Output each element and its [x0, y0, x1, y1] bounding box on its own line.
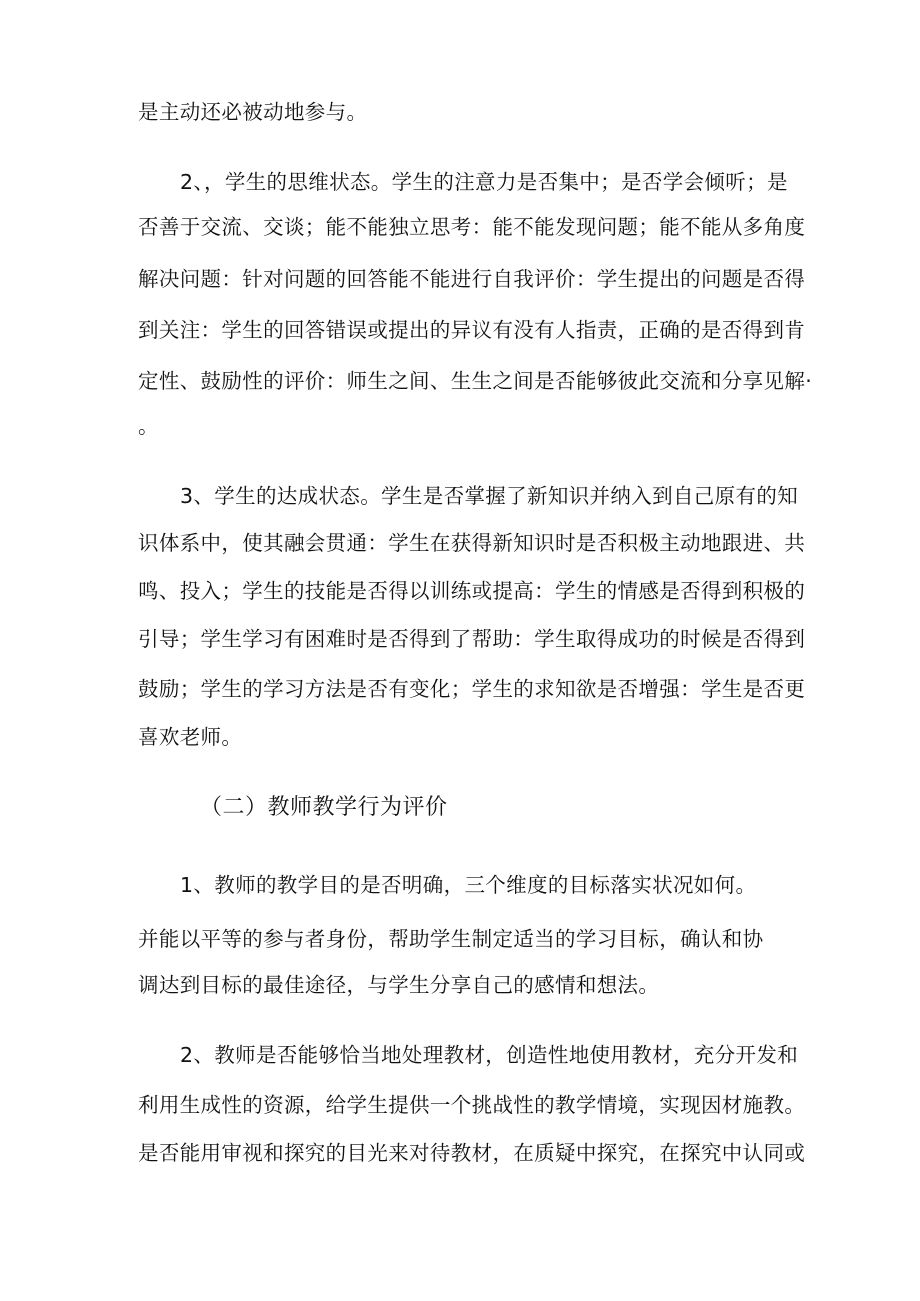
text-line: 。 — [138, 414, 159, 438]
text-line: 到关注：学生的回答错误或提出的异议有没有人指责，正确的是否得到肯 — [138, 318, 806, 342]
text-line: 并能以平等的参与者身份，帮助学生制定适当的学习目标，确认和协 — [138, 927, 764, 951]
section-heading: （二）教师教学行为评价 — [200, 795, 448, 820]
text-line: 定性、鼓励性的评价：师生之间、生生之间是否能够彼此交流和分享见解· — [138, 369, 813, 393]
text-line: 调达到目标的最佳途径，与学生分享自己的感情和想法。 — [138, 973, 660, 997]
text-line: 引导；学生学习有困难时是否得到了帮助：学生取得成功的时候是否得到 — [138, 627, 806, 651]
text-line: 2、教师是否能够恰当地处理教材，创造性地使用教材，充分开发和 — [180, 1043, 799, 1067]
text-line: 鸣、投入；学生的技能是否得以训练或提高：学生的情感是否得到积极的 — [138, 579, 806, 603]
text-line: 利用生成性的资源，给学生提供一个挑战性的教学情境，实现因材施教。 — [138, 1093, 806, 1117]
text-line: 1、教师的教学目的是否明确，三个维度的目标落实状况如何。 — [180, 873, 757, 897]
text-line: 识体系中，使其融会贯通：学生在获得新知识时是否积极主动地跟进、共 — [138, 531, 806, 555]
text-line: 2、，学生的思维状态。学生的注意力是否集中；是否学会倾听；是 — [180, 170, 788, 194]
text-line: 3、学生的达成状态。学生是否掌握了新知识并纳入到自己原有的知 — [180, 484, 799, 508]
text-line: 是主动还必被动地参与。 — [138, 100, 368, 124]
text-line: 否善于交流、交谈；能不能独立思考：能不能发现问题；能不能从多角度 — [138, 215, 806, 239]
text-line: 喜欢老师。 — [138, 725, 243, 749]
text-line: 鼓励；学生的学习方法是否有变化；学生的求知欲是否增强：学生是否更 — [138, 677, 806, 701]
text-line: 是否能用审视和探究的目光来对待教材，在质疑中探究，在探究中认同或 — [138, 1141, 806, 1165]
text-line: 解决问题：针对问题的回答能不能进行自我评价：学生提出的问题是否得 — [138, 267, 806, 291]
